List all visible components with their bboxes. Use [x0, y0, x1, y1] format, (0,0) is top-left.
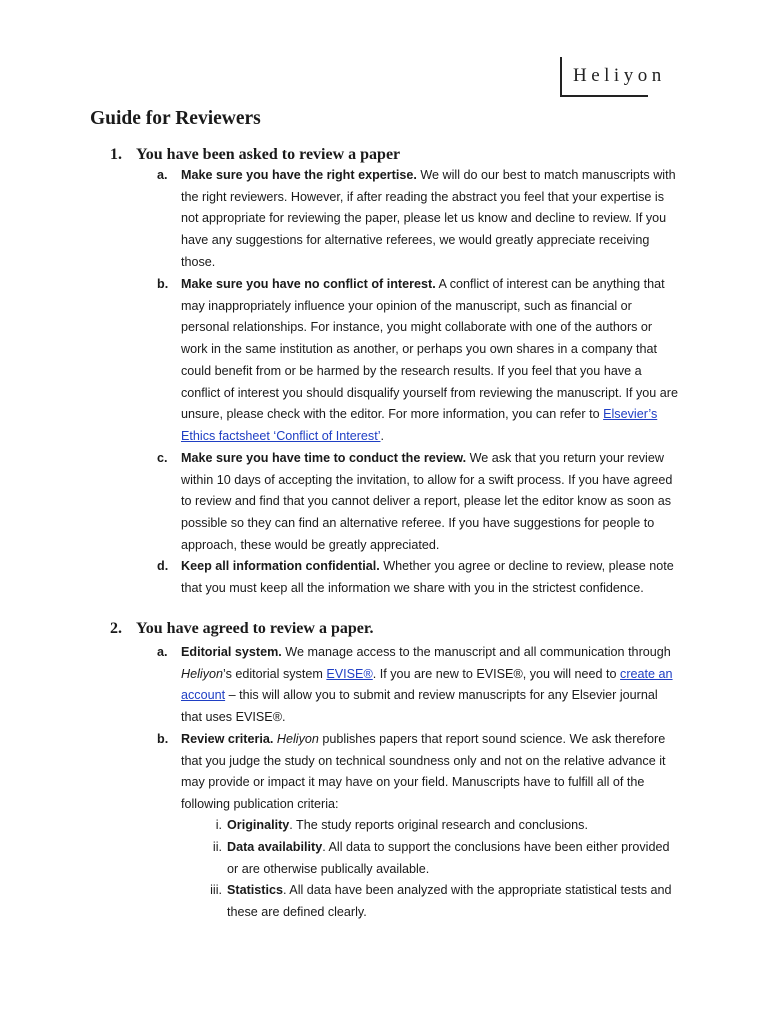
heliyon-logo	[560, 57, 666, 97]
list-item-editorial-system	[157, 642, 681, 729]
item-marker: a.	[157, 645, 168, 659]
criteria-lead: Statistics	[227, 883, 283, 897]
item-lead: Make sure you have time to conduct the review.	[181, 451, 467, 465]
item-marker: d.	[157, 559, 169, 573]
item-lead: Make sure you have no conflict of interest.	[181, 277, 436, 291]
criteria-item-statistics	[210, 880, 677, 923]
item-text: We ask that you return your review within 10 days of accepting the invitation, to allow for a swift process. If you have agreed to review and find that you cannot deliver a report, please let the editor know as soon as possible so they can find an alternative referee. If you have suggestions for people to approach, these would be greatly appreciated.	[181, 451, 673, 552]
criteria-text: . The study reports original research and conclusions.	[289, 818, 588, 832]
criteria-text: . All data have been analyzed with the appropriate statistical tests and these are defined clearly.	[227, 883, 672, 919]
create-account-link[interactable]: create an account	[181, 666, 673, 703]
section-heading	[110, 146, 400, 164]
section-number: 2.	[110, 620, 122, 637]
item-lead: Keep all information confidential.	[181, 559, 380, 573]
item-text: A conflict of interest can be anything that may inappropriately influence your opinion of the manuscript, such as financial or personal relationships. For instance, you might collaborate with one of the authors or work in the same institution as another, or perhaps you own shares in a company that could benefit from or be harmed by the research results. If you feel that you have a conflict of interest you should disqualify yourself from reviewing the manuscript. If you are unsure, please check with the editor. For more information, you can refer to	[181, 277, 678, 422]
section-number: 1.	[110, 146, 122, 163]
item-marker: c.	[157, 451, 168, 465]
journal-name: Heliyon	[276, 732, 319, 746]
criteria-marker: iii.	[210, 883, 222, 897]
list-item-time	[157, 448, 681, 557]
criteria-item-originality	[215, 815, 677, 837]
logo-text: Heliyon	[573, 65, 666, 86]
item-lead: Review criteria.	[181, 732, 274, 746]
list-item-review-criteria	[157, 729, 681, 816]
item-text: ’s editorial system	[223, 666, 327, 681]
item-marker: a.	[157, 168, 168, 182]
item-lead: Editorial system.	[181, 645, 282, 659]
item-text: We manage access to the manuscript and all communication through	[281, 645, 671, 659]
criteria-lead: Data availability	[227, 840, 323, 854]
criteria-marker: i.	[215, 818, 222, 832]
criteria-item-data-availability	[212, 837, 677, 880]
item-text-end: .	[380, 428, 384, 443]
item-text: Whether you agree or decline to review, please note that you must keep all the information we share with you in the strictest confidence.	[181, 559, 674, 595]
item-text: We will do our best to match manuscripts with the right reviewers. However, if after reading the abstract you feel that your expertise is not appropriate for reviewing the paper, please let us know and decline to review. If you have any suggestions for alternative referees, we would greatly appreciate receiving those.	[181, 168, 676, 269]
criteria-marker: ii.	[212, 840, 222, 854]
item-lead: Make sure you have the right expertise.	[181, 168, 417, 182]
item-text: publishes papers that report sound science. We ask therefore that you judge the study on technical soundness only and not on the relative advance it may provide or impact it may have on your field. Manuscripts have to fulfill all of the following publication criteria:	[181, 732, 666, 812]
item-marker: b.	[157, 732, 169, 746]
criteria-text: . All data to support the conclusions have been either provided or are otherwise publically available.	[227, 840, 670, 876]
section-title: You have been asked to review a paper	[136, 146, 401, 163]
list-item-conflict-of-interest	[157, 274, 681, 448]
ethics-factsheet-link[interactable]: Elsevier’s Ethics factsheet ‘Conflict of Interest’	[181, 407, 658, 443]
criteria-lead: Originality	[227, 818, 290, 832]
item-marker: b.	[157, 277, 169, 291]
page-title: Guide for Reviewers	[90, 108, 261, 129]
journal-name: Heliyon	[181, 666, 223, 681]
evise-link[interactable]: EVISE®	[326, 666, 373, 681]
item-text: – this will allow you to submit and review manuscripts for any Elsevier journal that uses EVISE®.	[181, 688, 658, 725]
section-heading	[110, 620, 373, 638]
section-title: You have agreed to review a paper.	[136, 620, 374, 637]
list-item-confidential	[157, 556, 681, 599]
item-text: . If you are new to EVISE®, you will need to	[372, 666, 621, 681]
list-item-expertise	[157, 165, 681, 274]
